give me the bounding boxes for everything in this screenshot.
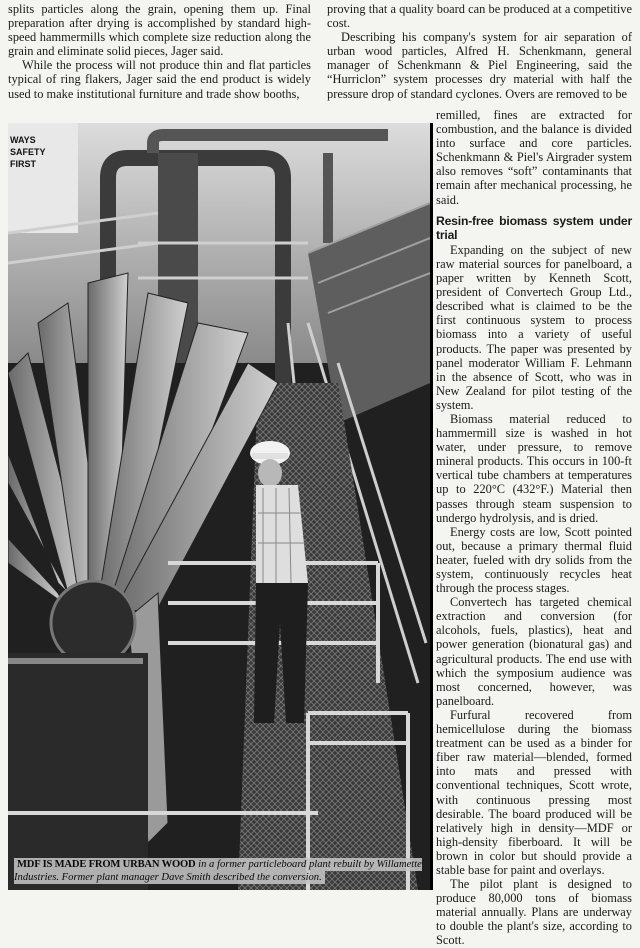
caption-lead: MDF IS MADE FROM URBAN WOOD: [17, 859, 196, 870]
caption-text: in a former particleboard plant rebuilt by Willamette Industries. Former plant manager Dave Smith described the conversion.: [14, 859, 422, 883]
sign-text: WAYS: [10, 135, 36, 145]
paragraph: Expanding on the subject of new raw material sources for panelboard, a paper written by Kenneth Scott, president of Convertech Group Ltd., described what is claimed to be the first continuous system to process biomass into a variety of useful products. The paper was presented by panel moderator William F. Lehmann in the absence of Scott, who was in New Zealand for pilot testing of the system.: [436, 242, 632, 412]
paragraph: Describing his company's system for air separation of urban wood particles, Alfred H. Schenkmann, general manager of Schenkmann & Piel Engineering, said the “Hurriclon” system processes dry material with half the pressure drop of standard cyclones. Overs are removed to be: [327, 30, 632, 101]
paragraph: Furfural recovered from hemicellulose during the biomass treatment can be used as a binder for fiber raw material—blended, formed into mats and pressed with conventional techniques, Scott wrote, with continuous pressing most desirable. The board produced will be relatively high in density—MDF or high-density fiberboard. It will be brown in color but should provide a stable base for paint and overlays.: [436, 707, 632, 877]
article-column-left-top: [8, 2, 311, 101]
sign-text: SAFETY: [10, 147, 46, 157]
paragraph: remilled, fines are extracted for combustion, and the balance is divided into surface and core particles. Schenkmann & Piel's Airgrader system also removes “soft” contaminants that remain after mechanical processing, he said.: [436, 108, 632, 207]
factory-photo: [8, 123, 433, 890]
sign-text: FIRST: [10, 159, 36, 169]
paragraph: proving that a quality board can be produced at a competitive cost.: [327, 2, 632, 31]
article-column-right: [436, 108, 632, 948]
article-column-right-top: [327, 2, 632, 101]
paragraph: While the process will not produce thin and flat particles typical of ring flakers, Jager said the end product is widely used to make institutional furniture and trade show booths,: [8, 58, 311, 101]
paragraph: The pilot plant is designed to produce 80,000 tons of biomass material annually. Plans are underway to double the plant's size, according to Scott.: [436, 877, 632, 948]
factory-photo-illustration: [8, 123, 430, 890]
paragraph: Convertech has targeted chemical extraction and conversion (for alcohols, fuels, plastics), heat and power generation (bionatural gas) and agricultural products. The end use with which the symposium audience was most concerned, however, was panelboard.: [436, 595, 632, 708]
photo-caption: [14, 859, 424, 884]
section-subhead: Resin-free biomass system under trial: [436, 213, 632, 242]
paragraph: Biomass material reduced to hammermill size is washed in hot water, under pressure, to remove mineral products. This occurs in 100-ft vertical tube chambers at temperatures up to 220°C (432°F.) Material then passes through steam suspension to undergo hydrolysis, and is dried.: [436, 411, 632, 525]
paragraph: splits particles along the grain, opening them up. Final preparation after drying is accomplished by standard high-speed hammermills which complete size reduction along the grain and eliminate solid pieces, Jager said.: [8, 2, 311, 59]
paragraph: Energy costs are low, Scott pointed out, because a primary thermal fluid heater, fueled with dry solids from the system, continuously recycles heat through the process stages.: [436, 524, 632, 596]
